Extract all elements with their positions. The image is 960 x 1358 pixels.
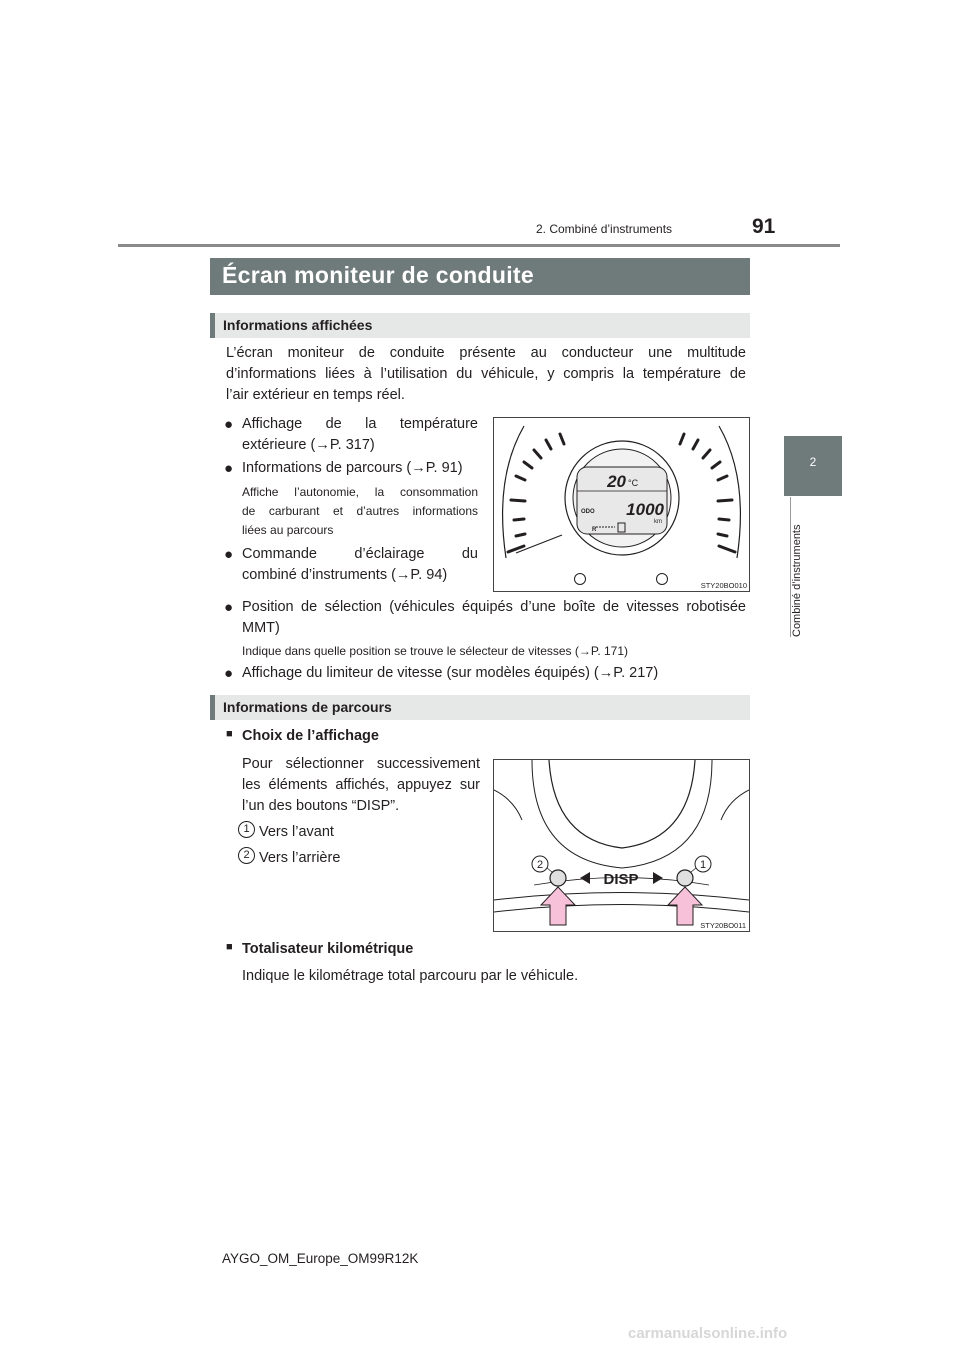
disp-label: DISP xyxy=(603,871,639,888)
left-arrow-icon xyxy=(580,872,590,884)
item-limiteur: Affichage du limiteur de vitesse (sur modèles équipés) (→P. 217) xyxy=(242,665,659,681)
item-parcours-note-1: Affiche l’autonomie, la consommation xyxy=(242,485,478,499)
item-position-note: Indique dans quelle position se trouve le sélecteur de vitesses (→P. 171) xyxy=(242,644,629,658)
totalisateur-text: Indique le kilométrage total parcouru par le véhicule. xyxy=(242,968,579,984)
callout-1 xyxy=(238,819,255,838)
chapter-header: 2. Combiné d’instruments xyxy=(536,222,673,236)
bullet-icon: ● xyxy=(224,599,234,616)
callout-2-number: 2 xyxy=(238,847,255,864)
lcd-odo-value: 1000 xyxy=(626,500,664,519)
bullet-icon: ● xyxy=(224,546,234,563)
choix-line-1: Pour sélectionner successivement xyxy=(242,756,480,772)
item-temperature-line-2: extérieure (→P. 317) xyxy=(242,437,375,453)
square-marker: ■ xyxy=(226,728,233,740)
lcd-odo-label: ODO xyxy=(581,509,595,515)
choix-heading: Choix de l’affichage xyxy=(242,728,379,744)
item-position-line-1: Position de sélection (véhicules équipés d’une boîte de vitesses robotisée xyxy=(242,599,746,615)
choix-line-2: les éléments affichés, appuyez sur xyxy=(242,777,480,793)
intro-line-1: L’écran moniteur de conduite présente au conducteur une multitude xyxy=(226,345,746,361)
bullet-icon: ● xyxy=(224,416,234,433)
lcd-temperature-unit: °C xyxy=(628,478,639,488)
disp-buttons-figure xyxy=(493,759,750,932)
callout-2 xyxy=(238,845,255,864)
knob-right xyxy=(657,574,668,585)
disp-buttons-illustration xyxy=(494,760,749,931)
chapter-tab-number: 2 xyxy=(809,455,817,469)
instrument-cluster-figure xyxy=(493,417,750,592)
lcd-gear: R xyxy=(592,527,597,533)
item-position-line-2: MMT) xyxy=(242,620,280,636)
totalisateur-heading: Totalisateur kilométrique xyxy=(242,941,414,957)
subheading-informations-affichees: Informations affichées xyxy=(223,317,373,333)
footer-doc-id: AYGO_OM_Europe_OM99R12K xyxy=(222,1251,419,1266)
chapter-tab-label: Combiné d’instruments xyxy=(791,524,803,637)
lcd-km-unit: km xyxy=(654,519,662,525)
section-title: Écran moniteur de conduite xyxy=(222,262,534,288)
instrument-cluster-illustration xyxy=(494,418,749,591)
choix-line-3: l’un des boutons “DISP”. xyxy=(242,798,400,814)
figure-code: STY20BO010 xyxy=(700,581,747,590)
square-marker: ■ xyxy=(226,941,233,953)
item-temperature-line-1: Affichage de la température xyxy=(242,416,478,432)
item-eclairage-line-1: Commande d’éclairage du xyxy=(242,546,478,562)
figure-code: STY20BO011 xyxy=(700,921,746,930)
right-arrow-icon xyxy=(653,872,663,884)
item-parcours-note-3: liées au parcours xyxy=(242,523,334,537)
item-parcours-note-2: de carburant et d’autres informations xyxy=(242,504,478,518)
intro-line-2: d’informations liées à l’utilisation du véhicule, y compris la température de xyxy=(226,366,746,382)
watermark: carmanualsonline.info xyxy=(628,1325,788,1342)
page-number: 91 xyxy=(752,215,776,238)
disp-button-rear xyxy=(550,870,566,886)
item-eclairage-line-2: combiné d’instruments (→P. 94) xyxy=(242,567,448,583)
callout-1-label: Vers l’avant xyxy=(259,824,334,840)
callout-2-label: Vers l’arrière xyxy=(259,850,341,866)
item-parcours: Informations de parcours (→P. 91) xyxy=(242,460,463,476)
intro-line-3: l’air extérieur en temps réel. xyxy=(226,387,405,403)
disp-button-front xyxy=(677,870,693,886)
knob-left xyxy=(575,574,586,585)
figure-callout-2: 2 xyxy=(536,859,544,871)
bullet-icon: ● xyxy=(224,665,234,682)
subheading-informations-parcours: Informations de parcours xyxy=(223,699,392,715)
callout-1-number: 1 xyxy=(238,821,255,838)
bullet-icon: ● xyxy=(224,460,234,477)
lcd-temperature: 20 xyxy=(607,472,626,491)
figure-callout-1: 1 xyxy=(699,859,707,871)
header-rule xyxy=(118,244,840,247)
